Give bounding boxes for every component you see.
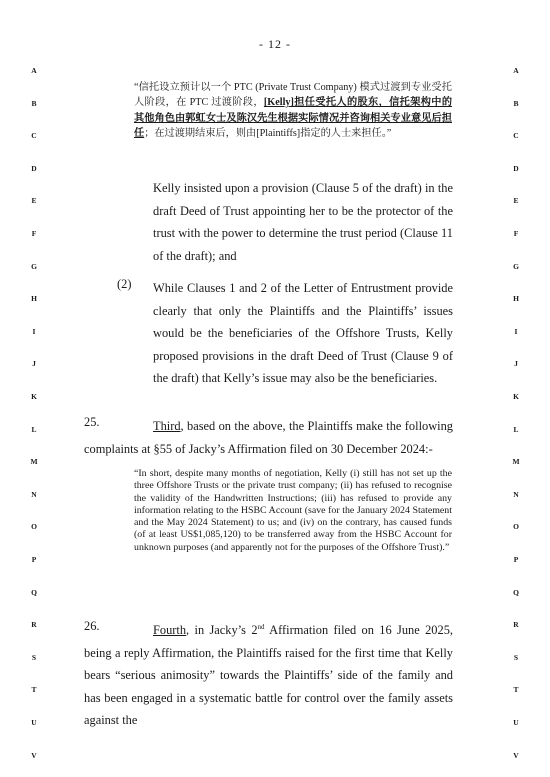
chinese-quote [134, 80, 452, 141]
paragraph-26-lead: Fourth [153, 623, 187, 637]
paragraph-26-body-b: Affirmation filed on 16 June 2025, being a reply Affirmation, the Plaintiffs raised for the first time that Kelly bears “serious animosity” towards the Plaintiffs’ side of the family and has been engaged in a systematic battle for control over the family assets against the [84, 623, 453, 728]
margin-letter-right: E [513, 196, 519, 205]
paragraph-25-lead: Third [153, 419, 181, 433]
margin-letter-right: O [513, 522, 519, 531]
margin-letter-left: J [32, 359, 36, 368]
paragraph-26-text [84, 619, 453, 732]
margin-letter-left: R [31, 620, 37, 629]
margin-letter-right: Q [513, 588, 519, 597]
margin-letter-right: S [513, 653, 519, 662]
margin-letter-left: Q [31, 588, 37, 597]
paragraph-26-sup: nd [257, 622, 265, 631]
paragraph-26-number: 26. [84, 619, 100, 633]
margin-letter-right: A [513, 66, 519, 75]
margin-letter-right: H [513, 294, 519, 303]
margin-letter-right: L [513, 425, 519, 434]
paragraph-2-text: While Clauses 1 and 2 of the Letter of Entrustment provide clearly that only the Plaintiffs and the Plaintiffs’ issues would be the beneficiaries of the Offshore Trusts, Kelly proposed provisions in the draft Deed of Trust (Clause 9 of the draft) that Kelly’s issue may also be the beneficiaries. [153, 281, 453, 386]
margin-letter-left: F [31, 229, 37, 238]
margin-letter-right: U [513, 718, 519, 727]
paragraph-25-text [84, 415, 453, 460]
chinese-quote-part2: ；在过渡期结束后，则由[Plaintiffs]指定的人士来担任。” [144, 127, 392, 139]
margin-letter-left: K [31, 392, 37, 401]
margin-letter-left: D [31, 164, 37, 173]
margin-letter-right: B [513, 99, 519, 108]
margin-letter-right: G [513, 262, 519, 271]
margin-letter-right: N [513, 490, 519, 499]
margin-letter-left: O [31, 522, 37, 531]
margin-letter-right: P [513, 555, 519, 564]
paragraph-kelly-provision: Kelly insisted upon a provision (Clause 5 of the draft) in the draft Deed of Trust appointing her to be the protector of the trust with the power to determine the trust period (Clause 11 of the draft); and [153, 181, 453, 263]
paragraph-2-number: (2) [117, 277, 132, 291]
margin-letter-left: M [30, 457, 38, 466]
margin-letter-right: K [513, 392, 519, 401]
paragraph-25-body: , based on the above, the Plaintiffs make the following complaints at §55 of Jacky’s Affirmation filed on 30 December 2024:- [84, 419, 453, 456]
margin-letter-right: F [513, 229, 519, 238]
chinese-quote-emphasis: [Kelly]担任受托人的股东，信托架构中的其他角色由郭虹女士及陈汉先生根据实际情况并咨询相关专业意见后担任 [134, 97, 453, 139]
margin-letter-left: S [31, 653, 37, 662]
margin-letter-left: T [31, 685, 37, 694]
margin-letter-right: C [513, 131, 519, 140]
margin-letter-right: V [513, 751, 519, 760]
margin-letter-left: E [31, 196, 37, 205]
affirmation-quote: “In short, despite many months of negotiation, Kelly (i) still has not set up the three Offshore Trusts or the private trust company; (ii) has refused to recognise the validity of the Handwritten Instructions; (iii) has refused to provide any information relating to the HSBC Account (save for the January 2024 Statement and the May 2024 Statement) to us; and (iv) on the contrary, has caused funds (of at least US$1,085,120) to be transferred away from the HSBC Account for unknown purposes (and apparently not for the purposes of the Offshore Trust).” [134, 468, 452, 553]
margin-letter-right: M [512, 457, 520, 466]
paragraph-26-body-a: , in Jacky’s 2 [186, 623, 258, 637]
margin-letter-left: A [31, 66, 37, 75]
margin-letter-left: G [31, 262, 37, 271]
margin-letter-left: N [31, 490, 37, 499]
margin-letter-left: I [32, 327, 36, 336]
margin-letter-left: H [31, 294, 37, 303]
margin-letter-right: D [513, 164, 519, 173]
margin-letter-right: T [513, 685, 519, 694]
margin-letter-right: J [514, 359, 518, 368]
margin-letter-left: V [31, 751, 37, 760]
margin-letter-left: C [31, 131, 37, 140]
margin-letter-left: L [31, 425, 37, 434]
chinese-quote-part1: “信托设立预计以一个 PTC (Private Trust Company) 模式过渡到专业受托人阶段，在 PTC 过渡阶段， [134, 82, 452, 109]
margin-letter-right: R [513, 620, 519, 629]
margin-letter-right: I [514, 327, 518, 336]
paragraph-25-number: 25. [84, 415, 100, 429]
margin-letter-left: B [31, 99, 37, 108]
page-number: - 12 - [259, 37, 291, 51]
margin-letter-left: P [31, 555, 37, 564]
margin-letter-left: U [31, 718, 37, 727]
